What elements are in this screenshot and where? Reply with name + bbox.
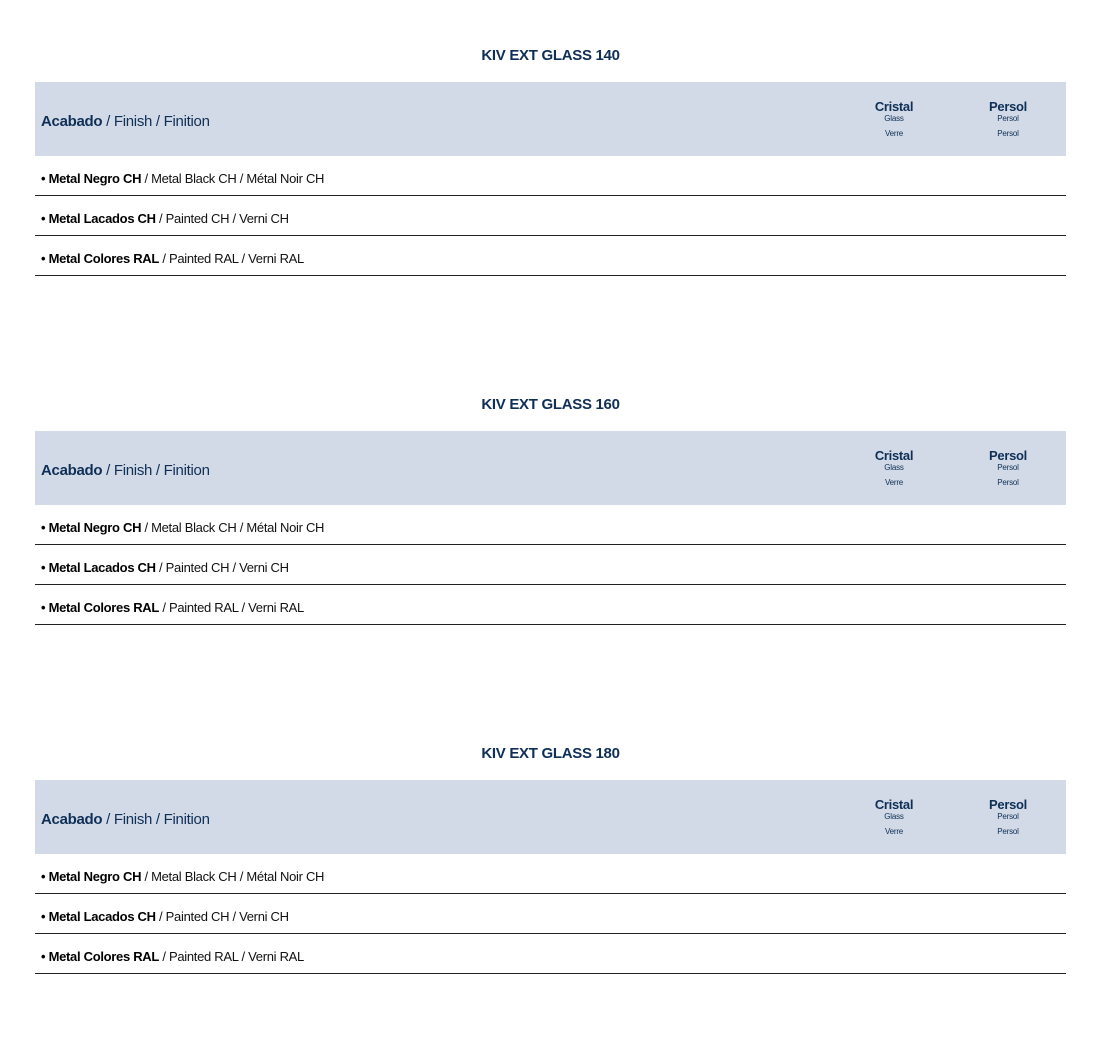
column-cristal-sub1: Glass [884,463,904,472]
table-row [35,236,1066,276]
row-label [41,236,304,275]
header-finish-label [41,780,210,854]
header-finish-label [41,82,210,156]
row-label-bold: • Metal Lacados CH [41,909,156,924]
row-label-rest: / Metal Black CH / Métal Noir CH [141,869,325,884]
header-finish-rest: / Finish / Finition [102,113,210,130]
table-body [35,156,1066,276]
table-body [35,854,1066,974]
table-header [35,431,1066,505]
row-label-rest: / Painted RAL / Verni RAL [159,600,304,615]
row-label [41,585,304,624]
row-label-bold: • Metal Lacados CH [41,211,156,226]
header-finish-rest: / Finish / Finition [102,811,210,828]
row-label-rest: / Painted CH / Verni CH [155,560,289,575]
header-finish-bold: Acabado [41,811,103,828]
row-label-rest: / Painted RAL / Verni RAL [159,949,304,964]
table-row [35,156,1066,196]
section-title: KIV EXT GLASS 140 [481,47,620,64]
row-label-rest: / Metal Black CH / Métal Noir CH [141,520,325,535]
table-row [35,505,1066,545]
row-label-bold: • Metal Colores RAL [41,251,160,266]
column-persol-sub1: Persol [997,114,1019,123]
column-cristal-sub2: Verre [884,827,904,836]
table-row [35,196,1066,236]
column-persol-main: Persol [989,99,1027,114]
table-row [35,894,1066,934]
column-cristal-sub1: Glass [884,812,904,821]
table-row [35,934,1066,974]
column-header-cristal [854,99,934,144]
table-header [35,780,1066,854]
column-header-persol [968,797,1048,842]
column-persol-sub1: Persol [997,463,1019,472]
row-label [41,505,324,544]
column-cristal-sub2: Verre [884,478,904,487]
column-persol-sub2: Persol [997,129,1019,138]
column-header-cristal [854,448,934,493]
row-label-rest: / Painted CH / Verni CH [155,909,289,924]
row-label [41,894,289,933]
table-row [35,854,1066,894]
row-label [41,156,324,195]
row-label [41,934,304,973]
row-label-bold: • Metal Negro CH [41,869,142,884]
row-label-rest: / Painted CH / Verni CH [155,211,289,226]
header-finish-label [41,431,210,505]
column-persol-main: Persol [989,797,1027,812]
column-cristal-sub2: Verre [884,129,904,138]
column-cristal-sub1: Glass [884,114,904,123]
row-label-rest: / Metal Black CH / Métal Noir CH [141,171,325,186]
column-persol-sub2: Persol [997,478,1019,487]
header-finish-bold: Acabado [41,462,103,479]
table-row [35,545,1066,585]
column-persol-sub1: Persol [997,812,1019,821]
row-label-rest: / Painted RAL / Verni RAL [159,251,304,266]
header-finish-bold: Acabado [41,113,103,130]
table-body [35,505,1066,625]
table-header [35,82,1066,156]
column-header-persol [968,99,1048,144]
row-label [41,545,289,584]
column-cristal-main: Cristal [874,448,914,463]
row-label-bold: • Metal Negro CH [41,520,142,535]
row-label-bold: • Metal Negro CH [41,171,142,186]
row-label-bold: • Metal Colores RAL [41,600,160,615]
column-persol-sub2: Persol [997,827,1019,836]
row-label-bold: • Metal Colores RAL [41,949,160,964]
column-header-persol [968,448,1048,493]
row-label [41,196,289,235]
section-title: KIV EXT GLASS 160 [481,396,620,413]
column-persol-main: Persol [989,448,1027,463]
column-header-cristal [854,797,934,842]
section-title: KIV EXT GLASS 180 [481,745,620,762]
row-label-bold: • Metal Lacados CH [41,560,156,575]
row-label [41,854,324,893]
column-cristal-main: Cristal [874,99,914,114]
table-row [35,585,1066,625]
column-cristal-main: Cristal [874,797,914,812]
header-finish-rest: / Finish / Finition [102,462,210,479]
